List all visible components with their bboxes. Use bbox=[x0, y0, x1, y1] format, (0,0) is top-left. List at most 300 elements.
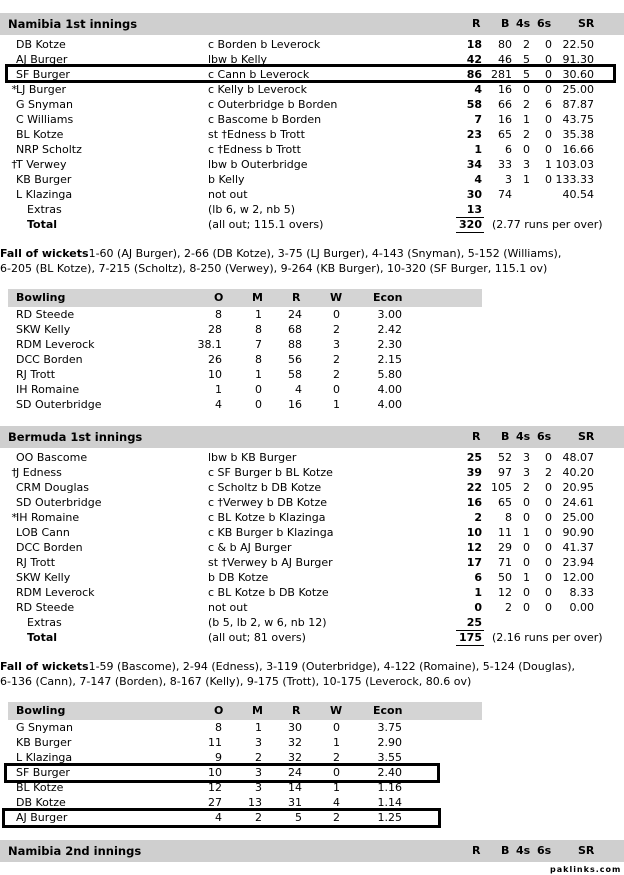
overs: 8 bbox=[215, 308, 222, 321]
batting-row bbox=[0, 466, 624, 481]
batting-row bbox=[0, 188, 624, 203]
bowler-name: SKW Kelly bbox=[16, 323, 71, 336]
overs: 4 bbox=[215, 811, 222, 824]
strike-rate: 25.00 bbox=[562, 511, 594, 524]
economy: 2.30 bbox=[377, 338, 402, 351]
maidens: 2 bbox=[255, 751, 262, 764]
total-underline bbox=[456, 645, 484, 646]
runs-conceded: 68 bbox=[288, 323, 302, 336]
balls: 46 bbox=[498, 53, 512, 66]
maidens: 8 bbox=[255, 353, 262, 366]
batsman-name: J Edness bbox=[16, 466, 62, 479]
economy: 2.90 bbox=[377, 736, 402, 749]
strike-rate: 25.00 bbox=[562, 83, 594, 96]
dismissal: not out bbox=[208, 188, 248, 201]
total-label: Total bbox=[27, 218, 58, 231]
balls: 281 bbox=[491, 68, 512, 81]
batsman-name: T Verwey bbox=[16, 158, 67, 171]
wickets: 1 bbox=[333, 398, 340, 411]
maidens: 3 bbox=[255, 736, 262, 749]
highlight-box-aj-burger-bowling bbox=[2, 808, 441, 828]
site-watermark: paklinks.com bbox=[550, 865, 622, 874]
strike-rate: 48.07 bbox=[562, 451, 594, 464]
maidens: 3 bbox=[255, 781, 262, 794]
strike-rate: 41.37 bbox=[562, 541, 594, 554]
total-label: Total bbox=[27, 631, 58, 644]
runs-conceded: 24 bbox=[288, 766, 302, 779]
sixes: 0 bbox=[545, 53, 552, 66]
strike-rate: 40.54 bbox=[562, 188, 594, 201]
runs: 10 bbox=[466, 526, 482, 539]
fours: 0 bbox=[523, 541, 530, 554]
dismissal: c †Edness b Trott bbox=[208, 143, 301, 156]
overs: 10 bbox=[208, 368, 222, 381]
dismissal: b Kelly bbox=[208, 173, 245, 186]
innings-title: Namibia 2nd innings bbox=[8, 844, 142, 858]
col-balls: B bbox=[501, 17, 510, 30]
runs-conceded: 58 bbox=[288, 368, 302, 381]
balls: 74 bbox=[498, 188, 512, 201]
maidens: 1 bbox=[255, 308, 262, 321]
runs: 12 bbox=[466, 541, 482, 554]
balls: 71 bbox=[498, 556, 512, 569]
fours: 1 bbox=[523, 571, 530, 584]
col-maidens: M bbox=[252, 291, 263, 304]
economy: 5.80 bbox=[377, 368, 402, 381]
fours: 0 bbox=[523, 83, 530, 96]
wickets: 3 bbox=[333, 338, 340, 351]
bowler-name: RD Steede bbox=[16, 308, 75, 321]
total-underline bbox=[456, 232, 484, 233]
balls: 50 bbox=[498, 571, 512, 584]
col-runs: R bbox=[292, 291, 301, 304]
col-strike-rate: SR bbox=[578, 17, 595, 30]
strike-rate: 16.66 bbox=[562, 143, 594, 156]
col-balls: B bbox=[501, 844, 510, 857]
dismissal: c BL Kotze b Klazinga bbox=[208, 511, 326, 524]
batting-row bbox=[0, 113, 624, 128]
strike-rate: 23.94 bbox=[562, 556, 594, 569]
sixes: 0 bbox=[545, 68, 552, 81]
runs-conceded: 14 bbox=[288, 781, 302, 794]
dismissal: lbw b KB Burger bbox=[208, 451, 297, 464]
col-runs: R bbox=[472, 430, 481, 443]
economy: 2.42 bbox=[377, 323, 402, 336]
col-fours: 4s bbox=[516, 17, 531, 30]
runs: 34 bbox=[466, 158, 482, 171]
batsman-name: RD Steede bbox=[16, 601, 75, 614]
wickets: 4 bbox=[333, 796, 340, 809]
batsman-name: SD Outerbridge bbox=[16, 496, 102, 509]
overs: 11 bbox=[208, 736, 222, 749]
batting-row bbox=[0, 586, 624, 601]
batsman-name: LJ Burger bbox=[16, 83, 66, 96]
captain-keeper-mark: * bbox=[11, 511, 17, 524]
runs-conceded: 16 bbox=[288, 398, 302, 411]
dismissal: c Outerbridge b Borden bbox=[208, 98, 338, 111]
bowling-title: Bowling bbox=[16, 704, 66, 717]
dismissal: b DB Kotze bbox=[208, 571, 269, 584]
balls: 11 bbox=[498, 526, 512, 539]
total-detail: (all out; 115.1 overs) bbox=[208, 218, 324, 231]
total-row bbox=[0, 218, 624, 233]
captain-keeper-mark: * bbox=[11, 83, 17, 96]
strike-rate: 40.20 bbox=[562, 466, 594, 479]
dismissal: c Scholtz b DB Kotze bbox=[208, 481, 322, 494]
runs: 25 bbox=[466, 451, 482, 464]
fours: 0 bbox=[523, 143, 530, 156]
runs-conceded: 32 bbox=[288, 751, 302, 764]
balls: 8 bbox=[505, 511, 512, 524]
batting-row bbox=[0, 128, 624, 143]
maidens: 7 bbox=[255, 338, 262, 351]
economy: 1.14 bbox=[377, 796, 402, 809]
bowling-row bbox=[0, 383, 624, 398]
batsman-name: SF Burger bbox=[16, 68, 70, 81]
balls: 80 bbox=[498, 38, 512, 51]
extras-row bbox=[0, 203, 624, 218]
bowling-row bbox=[0, 781, 624, 796]
bowler-name: RJ Trott bbox=[16, 368, 56, 381]
batsman-name: IH Romaine bbox=[16, 511, 80, 524]
bowling-row bbox=[0, 323, 624, 338]
col-strike-rate: SR bbox=[578, 844, 595, 857]
dismissal: lbw b Outerbridge bbox=[208, 158, 308, 171]
bowler-name: L Klazinga bbox=[16, 751, 73, 764]
sixes: 6 bbox=[545, 98, 552, 111]
strike-rate: 0.00 bbox=[569, 601, 594, 614]
wickets: 0 bbox=[333, 383, 340, 396]
runs: 22 bbox=[466, 481, 482, 494]
balls: 66 bbox=[498, 98, 512, 111]
runs: 1 bbox=[474, 586, 482, 599]
bowling-title: Bowling bbox=[16, 291, 66, 304]
col-maidens: M bbox=[252, 704, 263, 717]
bowler-name: SD Outerbridge bbox=[16, 398, 102, 411]
fours: 3 bbox=[523, 451, 530, 464]
economy: 2.15 bbox=[377, 353, 402, 366]
batsman-name: L Klazinga bbox=[16, 188, 73, 201]
sixes: 0 bbox=[545, 113, 552, 126]
runs-conceded: 32 bbox=[288, 736, 302, 749]
bowler-name: DB Kotze bbox=[16, 796, 66, 809]
economy: 2.40 bbox=[377, 766, 402, 779]
fours: 1 bbox=[523, 113, 530, 126]
strike-rate: 8.33 bbox=[569, 586, 594, 599]
strike-rate: 87.87 bbox=[562, 98, 594, 111]
economy: 3.55 bbox=[377, 751, 402, 764]
bowler-name: G Snyman bbox=[16, 721, 73, 734]
balls: 16 bbox=[498, 113, 512, 126]
overs: 38.1 bbox=[197, 338, 222, 351]
runs: 4 bbox=[474, 173, 482, 186]
runs: 17 bbox=[466, 556, 482, 569]
extras-value: 13 bbox=[466, 203, 482, 216]
sixes: 2 bbox=[545, 466, 552, 479]
bowler-name: KB Burger bbox=[16, 736, 72, 749]
dismissal: c Bascome b Borden bbox=[208, 113, 322, 126]
batsman-name: DB Kotze bbox=[16, 38, 66, 51]
sixes: 1 bbox=[545, 158, 552, 171]
runs-conceded: 56 bbox=[288, 353, 302, 366]
balls: 52 bbox=[498, 451, 512, 464]
batting-row bbox=[0, 511, 624, 526]
dismissal: c Kelly b Leverock bbox=[208, 83, 307, 96]
dismissal: lbw b Kelly bbox=[208, 53, 268, 66]
wickets: 0 bbox=[333, 766, 340, 779]
fow-label: Fall of wickets bbox=[0, 247, 89, 260]
batsman-name: C Williams bbox=[16, 113, 74, 126]
fours: 1 bbox=[523, 173, 530, 186]
runs: 30 bbox=[466, 188, 482, 201]
runs: 86 bbox=[466, 68, 482, 81]
runs: 58 bbox=[466, 98, 482, 111]
bowling-row bbox=[0, 368, 624, 383]
strike-rate: 20.95 bbox=[562, 481, 594, 494]
runs-conceded: 5 bbox=[295, 811, 302, 824]
extras-label: Extras bbox=[27, 616, 62, 629]
balls: 6 bbox=[505, 143, 512, 156]
sixes: 0 bbox=[545, 143, 552, 156]
batting-row bbox=[0, 98, 624, 113]
balls: 105 bbox=[491, 481, 512, 494]
balls: 65 bbox=[498, 128, 512, 141]
run-rate: (2.77 runs per over) bbox=[492, 218, 603, 231]
col-economy: Econ bbox=[373, 291, 403, 304]
batsman-name: LOB Cann bbox=[16, 526, 70, 539]
economy: 4.00 bbox=[377, 398, 402, 411]
maidens: 3 bbox=[255, 766, 262, 779]
sixes: 0 bbox=[545, 556, 552, 569]
dismissal: c BL Kotze b DB Kotze bbox=[208, 586, 329, 599]
batting-row bbox=[0, 481, 624, 496]
extras-detail: (lb 6, w 2, nb 5) bbox=[208, 203, 296, 216]
col-strike-rate: SR bbox=[578, 430, 595, 443]
maidens: 1 bbox=[255, 721, 262, 734]
batting-row bbox=[0, 496, 624, 511]
wickets: 2 bbox=[333, 353, 340, 366]
dismissal: c & b AJ Burger bbox=[208, 541, 292, 554]
runs-conceded: 30 bbox=[288, 721, 302, 734]
bermuda-1st-innings-header bbox=[0, 426, 624, 448]
fours: 5 bbox=[523, 68, 530, 81]
bowling-row bbox=[0, 721, 624, 736]
batsman-name: AJ Burger bbox=[16, 53, 68, 66]
runs: 16 bbox=[466, 496, 482, 509]
col-wickets: W bbox=[330, 291, 343, 304]
economy: 4.00 bbox=[377, 383, 402, 396]
sixes: 0 bbox=[545, 571, 552, 584]
extras-underline bbox=[456, 630, 484, 631]
runs-conceded: 24 bbox=[288, 308, 302, 321]
wickets: 2 bbox=[333, 811, 340, 824]
balls: 12 bbox=[498, 586, 512, 599]
balls: 2 bbox=[505, 601, 512, 614]
innings-title: Bermuda 1st innings bbox=[8, 430, 143, 444]
runs: 18 bbox=[466, 38, 482, 51]
runs: 0 bbox=[474, 601, 482, 614]
runs: 1 bbox=[474, 143, 482, 156]
strike-rate: 103.03 bbox=[555, 158, 594, 171]
extras-underline bbox=[456, 217, 484, 218]
fow-line-2: 6-136 (Cann), 7-147 (Borden), 8-167 (Kelly), 9-175 (Trott), 10-175 (Leverock, 80.6 ov) bbox=[0, 675, 472, 688]
balls: 3 bbox=[505, 173, 512, 186]
economy: 1.25 bbox=[377, 811, 402, 824]
bowler-name: IH Romaine bbox=[16, 383, 80, 396]
runs-conceded: 88 bbox=[288, 338, 302, 351]
fours: 2 bbox=[523, 38, 530, 51]
sixes: 0 bbox=[545, 526, 552, 539]
highlight-box-sf-burger-bowling bbox=[4, 763, 440, 783]
wickets: 0 bbox=[333, 721, 340, 734]
economy: 3.00 bbox=[377, 308, 402, 321]
batting-row bbox=[0, 158, 624, 173]
runs: 42 bbox=[466, 53, 482, 66]
sixes: 0 bbox=[545, 601, 552, 614]
balls: 16 bbox=[498, 83, 512, 96]
wickets: 1 bbox=[333, 781, 340, 794]
overs: 10 bbox=[208, 766, 222, 779]
wickets: 2 bbox=[333, 323, 340, 336]
col-sixes: 6s bbox=[537, 844, 552, 857]
strike-rate: 12.00 bbox=[562, 571, 594, 584]
col-runs: R bbox=[472, 844, 481, 857]
maidens: 0 bbox=[255, 398, 262, 411]
bowler-name: SF Burger bbox=[16, 766, 70, 779]
runs: 2 bbox=[474, 511, 482, 524]
batting-row bbox=[0, 601, 624, 616]
col-wickets: W bbox=[330, 704, 343, 717]
batsman-name: DCC Borden bbox=[16, 541, 83, 554]
batting-row bbox=[0, 173, 624, 188]
captain-keeper-mark: † bbox=[11, 466, 17, 479]
bermuda-bowling-header bbox=[8, 289, 482, 307]
fow-line-1: 1-59 (Bascome), 2-94 (Edness), 3-119 (Outerbridge), 4-122 (Romaine), 5-124 (Douglas), bbox=[88, 660, 576, 673]
batting-row bbox=[0, 571, 624, 586]
runs: 4 bbox=[474, 83, 482, 96]
col-sixes: 6s bbox=[537, 17, 552, 30]
wickets: 0 bbox=[333, 308, 340, 321]
fours: 3 bbox=[523, 466, 530, 479]
dismissal: st †Verwey b AJ Burger bbox=[208, 556, 333, 569]
strike-rate: 43.75 bbox=[562, 113, 594, 126]
batting-row bbox=[0, 556, 624, 571]
fours: 3 bbox=[523, 158, 530, 171]
namibia-bowling-header bbox=[8, 702, 482, 720]
col-balls: B bbox=[501, 430, 510, 443]
run-rate: (2.16 runs per over) bbox=[492, 631, 603, 644]
batsman-name: KB Burger bbox=[16, 173, 72, 186]
col-sixes: 6s bbox=[537, 430, 552, 443]
maidens: 0 bbox=[255, 383, 262, 396]
bermuda-fall-of-wickets bbox=[0, 659, 624, 689]
col-economy: Econ bbox=[373, 704, 403, 717]
balls: 33 bbox=[498, 158, 512, 171]
fours: 0 bbox=[523, 511, 530, 524]
runs: 39 bbox=[466, 466, 482, 479]
sixes: 0 bbox=[545, 83, 552, 96]
namibia-1st-innings-header bbox=[0, 13, 624, 35]
fow-label: Fall of wickets bbox=[0, 660, 89, 673]
runs: 6 bbox=[474, 571, 482, 584]
namibia-fall-of-wickets bbox=[0, 246, 624, 276]
overs: 1 bbox=[215, 383, 222, 396]
batsman-name: BL Kotze bbox=[16, 128, 64, 141]
strike-rate: 133.33 bbox=[555, 173, 594, 186]
dismissal: c KB Burger b Klazinga bbox=[208, 526, 334, 539]
total-row bbox=[0, 631, 624, 646]
fours: 0 bbox=[523, 601, 530, 614]
dismissal: not out bbox=[208, 601, 248, 614]
highlight-box-sf-burger-batting bbox=[5, 64, 616, 83]
dismissal: c Borden b Leverock bbox=[208, 38, 321, 51]
fours: 2 bbox=[523, 98, 530, 111]
wickets: 2 bbox=[333, 751, 340, 764]
col-runs: R bbox=[472, 17, 481, 30]
strike-rate: 90.90 bbox=[562, 526, 594, 539]
overs: 28 bbox=[208, 323, 222, 336]
runs: 23 bbox=[466, 128, 482, 141]
bowling-row bbox=[0, 398, 624, 413]
extras-detail: (b 5, lb 2, w 6, nb 12) bbox=[208, 616, 327, 629]
batsman-name: SKW Kelly bbox=[16, 571, 71, 584]
bowler-name: RDM Leverock bbox=[16, 338, 95, 351]
bowler-name: DCC Borden bbox=[16, 353, 83, 366]
sixes: 0 bbox=[545, 451, 552, 464]
wickets: 2 bbox=[333, 368, 340, 381]
batting-row bbox=[0, 526, 624, 541]
batting-row bbox=[0, 83, 624, 98]
sixes: 0 bbox=[545, 511, 552, 524]
batsman-name: G Snyman bbox=[16, 98, 73, 111]
sixes: 0 bbox=[545, 38, 552, 51]
fours: 0 bbox=[523, 586, 530, 599]
economy: 1.16 bbox=[377, 781, 402, 794]
bowling-row bbox=[0, 308, 624, 323]
batting-row bbox=[0, 451, 624, 466]
fours: 5 bbox=[523, 53, 530, 66]
fours: 1 bbox=[523, 526, 530, 539]
extras-label: Extras bbox=[27, 203, 62, 216]
total-value: 320 bbox=[459, 218, 482, 231]
innings-title: Namibia 1st innings bbox=[8, 17, 138, 31]
maidens: 8 bbox=[255, 323, 262, 336]
bowler-name: AJ Burger bbox=[16, 811, 68, 824]
overs: 9 bbox=[215, 751, 222, 764]
fours: 0 bbox=[523, 556, 530, 569]
fours: 0 bbox=[523, 496, 530, 509]
sixes: 0 bbox=[545, 173, 552, 186]
bowling-row bbox=[0, 736, 624, 751]
overs: 27 bbox=[208, 796, 222, 809]
strike-rate: 30.60 bbox=[562, 68, 594, 81]
extras-value: 25 bbox=[466, 616, 482, 629]
col-overs: O bbox=[214, 704, 224, 717]
strike-rate: 35.38 bbox=[562, 128, 594, 141]
runs-conceded: 31 bbox=[288, 796, 302, 809]
bowler-name: BL Kotze bbox=[16, 781, 64, 794]
balls: 97 bbox=[498, 466, 512, 479]
maidens: 1 bbox=[255, 368, 262, 381]
balls: 29 bbox=[498, 541, 512, 554]
runs: 7 bbox=[474, 113, 482, 126]
bowling-row bbox=[0, 353, 624, 368]
bowling-row bbox=[0, 338, 624, 353]
fow-line-2: 6-205 (BL Kotze), 7-215 (Scholtz), 8-250 (Verwey), 9-264 (KB Burger), 10-320 (SF Burger, 115.1 ov) bbox=[0, 262, 548, 275]
batsman-name: RDM Leverock bbox=[16, 586, 95, 599]
total-value: 175 bbox=[459, 631, 482, 644]
col-runs: R bbox=[292, 704, 301, 717]
